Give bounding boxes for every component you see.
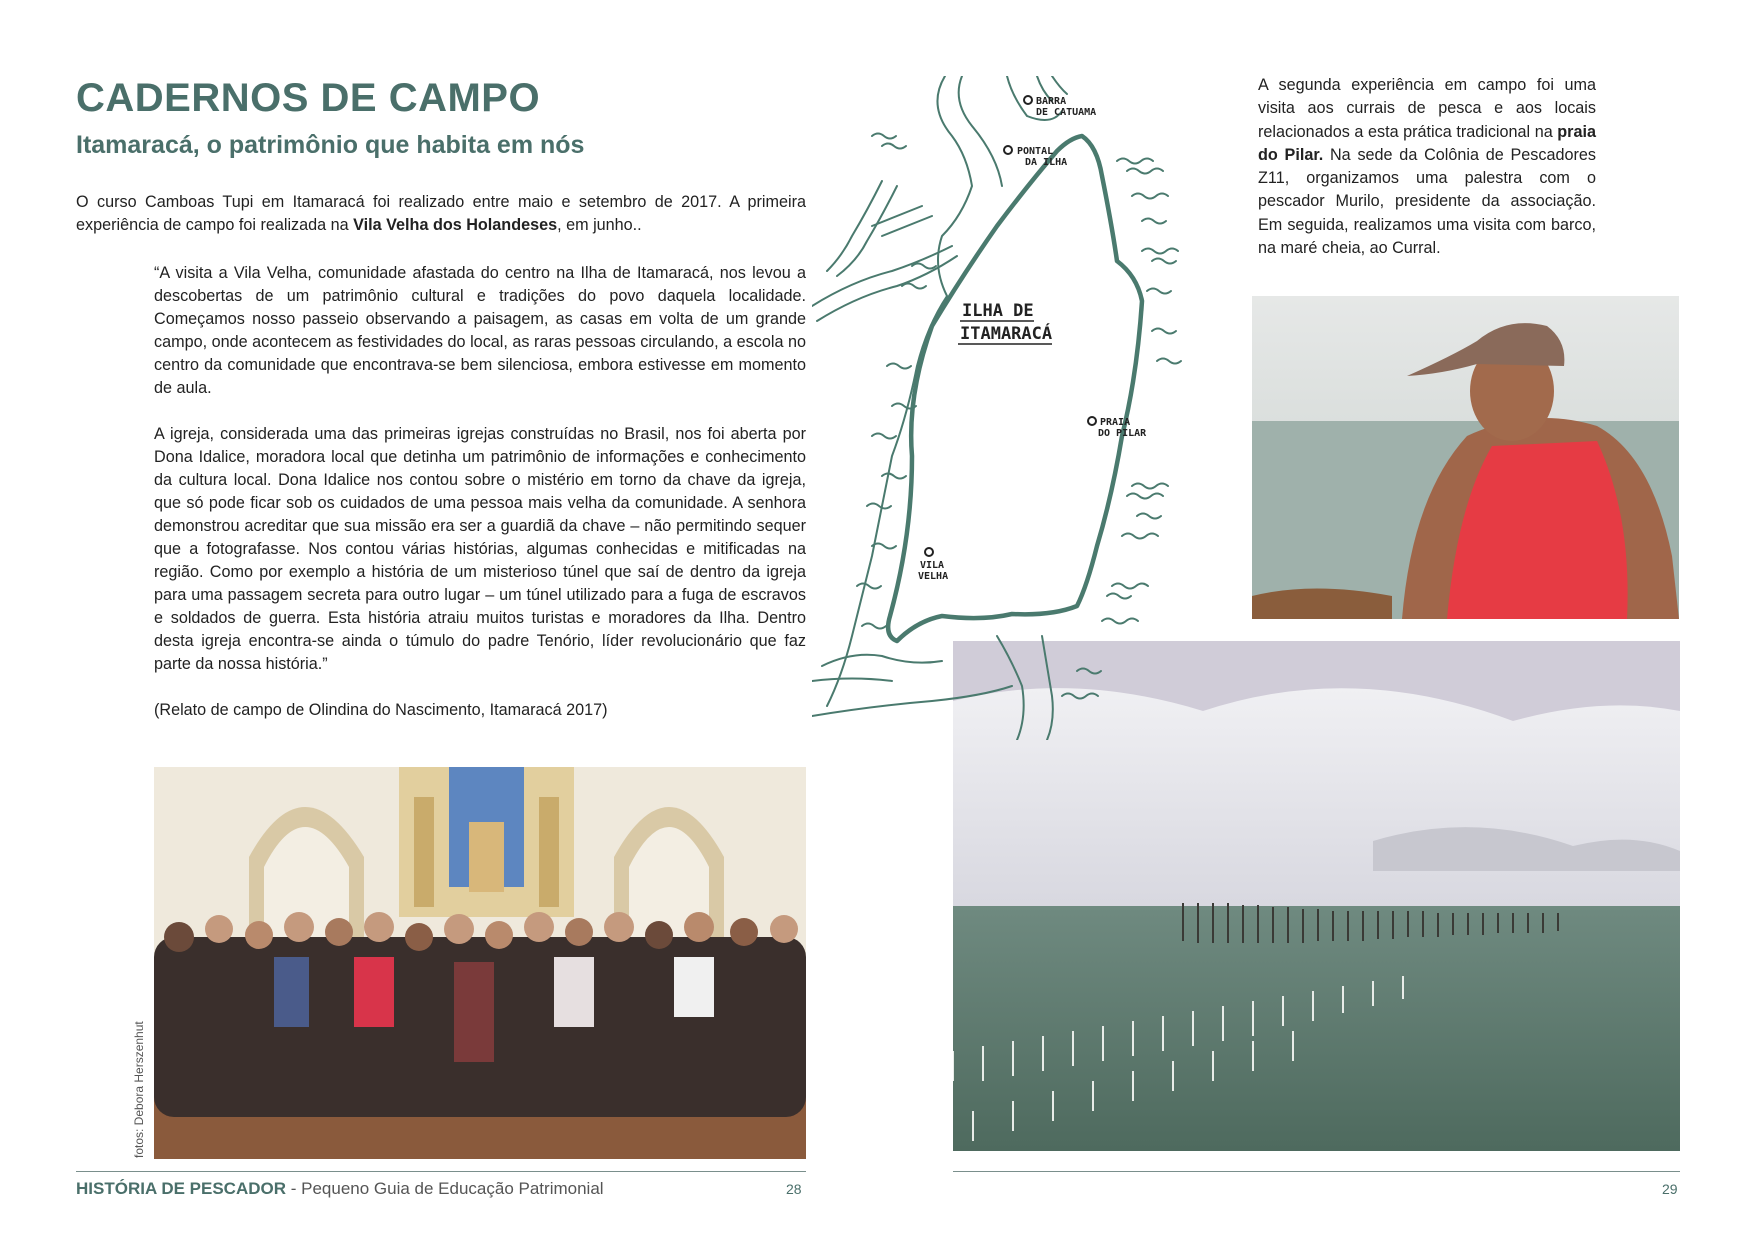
barra-marker-icon [1024,96,1032,104]
map-place-pilar-1: PRAIA [1100,417,1131,428]
map-place-vila-2: VELHA [918,571,949,582]
intro-paragraph [76,191,806,237]
right-text-end: Na sede da Colônia de Pescadores Z11, organizamos uma palestra com o pescador Murilo, presidente da associação. Em seguida, realizamos uma visita com barco, na maré cheia, ao Curral. [1258,145,1596,258]
quote-paragraph-1: “A visita a Vila Velha, comunidade afastada do centro na Ilha de Itamaracá, nos levou a descobertas de um patrimônio cultural e tradições do povo daquela localidade. Começamos nosso passeio observando a paisagem, as casas em volta de um grande campo, onde acontecem as festividades do local, as raras pessoas circulando, a escola no centro da comunidade que encontrava-se bem silenciosa, embora estivesse em momento de aula. [154,264,806,397]
field-report-quote [154,262,806,745]
map-place-barra-2: DE CATUAMA [1036,107,1097,118]
pontal-marker-icon [1004,146,1012,154]
page-number-right: 29 [1662,1181,1678,1197]
vila-velha-marker-icon [925,548,933,556]
right-column-paragraph [1258,74,1596,260]
map-place-barra-1: BARRA [1036,96,1067,107]
church-group-photo [154,767,806,1159]
fisherman-photo [1252,296,1679,619]
footer-rule-left [76,1171,806,1172]
footer-title-rest: - Pequeno Guia de Educação Patrimonial [286,1179,604,1198]
intro-bold-place: Vila Velha dos Holandeses [353,216,558,234]
map-island-label-1: ILHA DE [962,301,1034,321]
map-place-pilar-2: DO PILAR [1098,428,1147,439]
pilar-marker-icon [1088,417,1096,425]
map-place-vila-1: VILA [920,560,945,571]
page-number-left: 28 [786,1181,802,1197]
page-title: CADERNOS DE CAMPO [76,76,541,120]
footer-rule-right [953,1171,1680,1172]
right-text: A segunda experiência em campo foi uma visita aos currais de pesca e aos locais relacionados a esta prática tradicional na [1258,76,1596,141]
map-place-pontal-1: PONTAL [1017,146,1054,157]
page-subtitle: Itamaracá, o patrimônio que habita em nós [76,131,585,159]
photo-credit: fotos: Debora Herszenhut [132,1021,146,1158]
intro-text: O curso Camboas Tupi em Itamaracá foi realizado entre maio e setembro de 2017. A primeira experiência de campo foi realizada na [76,193,806,234]
footer-title-bold: HISTÓRIA DE PESCADOR [76,1179,287,1198]
footer-publication-title [76,1179,604,1199]
quote-paragraph-2: A igreja, considerada uma das primeiras igrejas construídas no Brasil, nos foi aberta por Dona Idalice, moradora local que detinha um patrimônio de informações e conhecimento da cultura local. Dona Idalice nos contou sobre o mistério em torno da chave da igreja, que só pode ficar sob os cuidados de uma pessoa mais velha da comunidade. A senhora demonstrou acreditar que sua missão era ser a guardiã da chave – não permitindo sequer que a fotografasse. Nos contou várias histórias, algumas conhecidas e mitificadas na região. Como por exemplo a história de um misterioso túnel que saí de dentro da igreja para uma passagem secreta para outro lugar – um túnel utilizado para a fuga de escravos e soldados de guerra. Esta história atraiu muitos turistas e moradores da Ilha. Dentro desta igreja encontra-se ainda o túmulo do padre Tenório, líder revolucionário que faz parte da nossa história.” [154,425,806,673]
map-place-pontal-2: DA ILHA [1025,157,1068,168]
quote-attribution: (Relato de campo de Olindina do Nascimento, Itamaracá 2017) [154,701,608,719]
map-island-label-2: ITAMARACÁ [960,324,1053,344]
itamaraca-island-map [812,76,1248,740]
intro-text-end: , em junho.. [557,216,642,234]
right-bold-place: praia do Pilar. [1258,122,1596,164]
